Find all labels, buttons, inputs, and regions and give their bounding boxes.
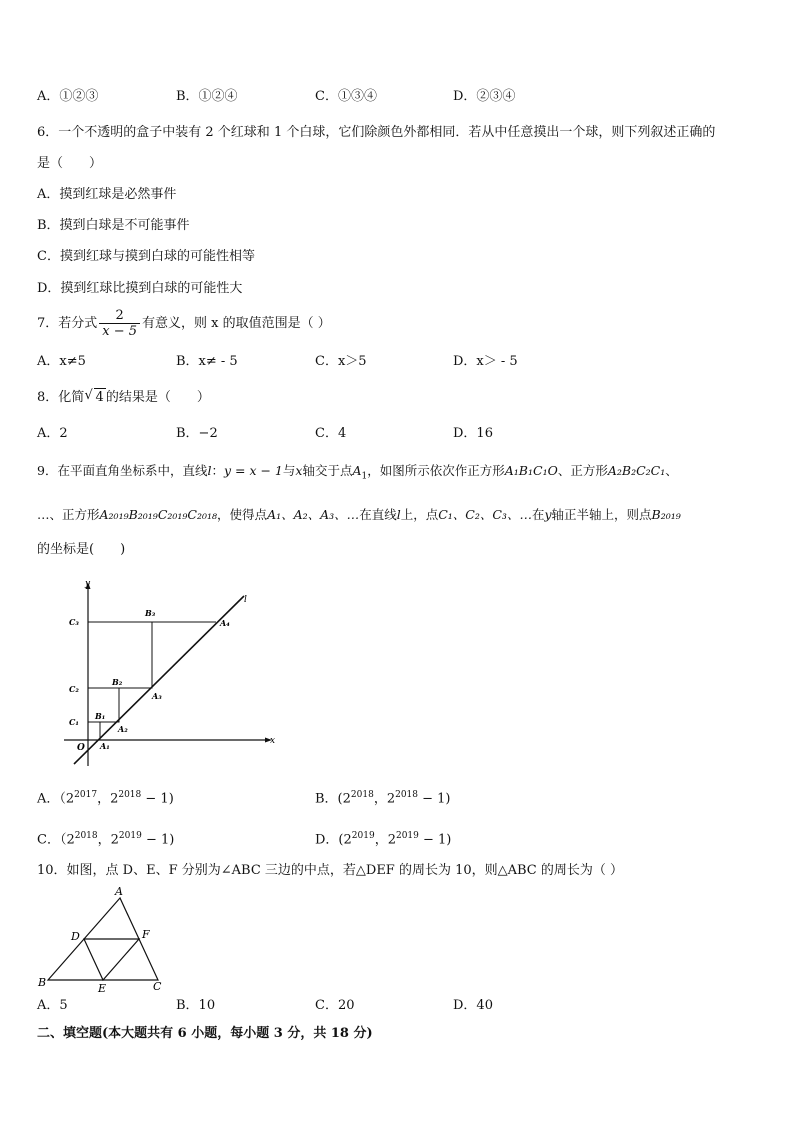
q9-option-a-text: A．（2 (37, 791, 75, 807)
label-a2: A₂ (118, 724, 128, 734)
q9-math-square1: A₁B₁C₁O (504, 463, 558, 478)
q9-math-x: x (295, 463, 303, 478)
q9-option-c-exp1: 2018 (74, 831, 98, 841)
q9-stem-line1: 9．在平面直角坐标系中，直线l：y = x − 1与x轴交于点$A_1$，如图所示依次作正方形A₁B₁C₁O、正方形A₂B₂C₂C₁、 (37, 463, 678, 482)
q9-option-b-text: − 1) (418, 791, 451, 807)
q9-text: 在 (531, 507, 545, 522)
label-f: F (142, 928, 150, 941)
label-d: D (71, 930, 80, 943)
q9-stem-line2 (37, 506, 681, 524)
section-2-heading: 二、填空题(本大题共有 6 小题，每小题 3 分，共 18 分) (37, 1026, 373, 1041)
q9-text: 上，点 (400, 507, 439, 522)
q6-option-d: D．摸到红球比摸到白球的可能性大 (37, 281, 243, 296)
q9-text: 与 (282, 463, 296, 478)
q9-math-l: l (207, 463, 212, 478)
q9-text: 轴正半轴上，则点 (551, 507, 652, 522)
label-a4: A₄ (220, 618, 230, 628)
q5-option-d: D．②③④ (453, 89, 516, 104)
q9-option-b-text: ，2 (373, 791, 396, 807)
q7-option-a: A．x≠5 (37, 354, 86, 369)
q9-option-c-text: ，2 (97, 832, 119, 848)
q9-option-c-exp2: 2019 (118, 831, 142, 841)
q9-text: 轴交于点 (302, 463, 353, 478)
q8-option-b: B．−2 (176, 426, 218, 441)
q9-math-l: l (396, 507, 401, 522)
q9-text: ，如图所示依次作正方形 (367, 463, 505, 478)
label-y: y (85, 579, 91, 589)
q7-option-c: C．x＞5 (315, 354, 367, 369)
q9-coordinate-figure (60, 574, 280, 770)
q9-option-a-text: ，2 (97, 791, 119, 807)
label-x: x (270, 736, 276, 746)
q8-stem-pre: 8．化简 (37, 390, 85, 405)
q9-text: …、正方形 (37, 507, 100, 522)
triangle-def (84, 939, 139, 980)
q9-option-b-exp1: 2018 (350, 790, 374, 800)
label-a3: A₃ (152, 691, 162, 701)
q8-option-a: A．2 (37, 426, 68, 441)
q9-option-d-text: − 1) (418, 832, 452, 848)
q9-option-b-exp2: 2018 (395, 790, 418, 800)
q9-math-line-eq: y = x − 1 (223, 463, 283, 478)
label-e: E (98, 982, 107, 994)
label-b: B (38, 976, 47, 989)
q10-option-a: A．5 (37, 998, 68, 1013)
q9-option-d-text: ，2 (374, 832, 396, 848)
q9-text: ： (211, 463, 224, 478)
label-b2: B₂ (112, 677, 123, 687)
q6-stem-line1: 6．一个不透明的盒子中装有 2 个红球和 1 个白球，它们除颜色外都相同．若从中任意摸出一个球，则下列叙述正确的 (37, 125, 716, 140)
q10-option-c: C．20 (315, 998, 355, 1013)
q10-option-d: D．40 (453, 998, 493, 1013)
q9-option-c-text: − 1) (141, 832, 175, 848)
q9-option-b-text: B．(2 (315, 791, 351, 807)
q5-option-a: A．①②③ (37, 89, 99, 104)
label-b1: B₁ (95, 711, 106, 721)
q9-option-d-exp2: 2019 (395, 831, 419, 841)
q10-triangle-figure (34, 884, 174, 994)
q9-math-y: y (544, 507, 552, 522)
q9-text: 、 (665, 463, 678, 478)
q10-stem: 10．如图，点 D、E、F 分别为∠ABC 三边的中点，若△DEF 的周长为 10，则△ABC 的周长为（ ） (37, 863, 624, 878)
q8-stem (37, 388, 210, 407)
q9-text: 9．在平面直角坐标系中，直线 (37, 463, 208, 478)
label-a1: A₁ (100, 741, 110, 751)
q7-fraction-numerator: 2 (99, 308, 140, 324)
q9-option-d-text: D．(2 (315, 832, 352, 848)
q6-option-a: A．摸到红球是必然事件 (37, 187, 177, 202)
q9-math-b2019: B₂₀₁₉ (651, 507, 681, 522)
q9-text: 在直线 (359, 507, 397, 522)
square-1 (88, 722, 100, 740)
q9-option-a-exp2: 2018 (118, 790, 142, 800)
label-c2: C₂ (69, 684, 79, 694)
q9-option-a-text: − 1) (141, 791, 174, 807)
q9-math-points-a: A₁、A₂、A₃、… (267, 507, 360, 522)
q7-stem-pre: 7．若分式 (37, 316, 98, 331)
q6-option-c: C．摸到红球与摸到白球的可能性相等 (37, 249, 255, 264)
q9-math-points-c: C₁、C₂、C₃、… (438, 507, 532, 522)
q5-option-c: C．①③④ (315, 89, 377, 104)
q5-option-b: B．①②④ (176, 89, 238, 104)
q9-option-b (315, 786, 451, 808)
q8-option-c: C．4 (315, 426, 347, 441)
q9-option-d-exp1: 2019 (351, 831, 375, 841)
label-a: A (115, 885, 123, 898)
label-c1: C₁ (69, 717, 79, 727)
q9-option-c (37, 827, 174, 849)
q7-fraction-denominator: x − 5 (102, 324, 138, 339)
label-c: C (153, 980, 162, 993)
q9-text: 、正方形 (557, 463, 608, 478)
q8-radical: √ 4 (94, 388, 106, 407)
q9-option-a (37, 786, 174, 808)
q8-stem-post: 的结果是（ ） (105, 390, 210, 405)
label-l: l (244, 595, 247, 605)
q9-option-d (315, 827, 451, 849)
q8-option-d: D．16 (453, 426, 493, 441)
q10-option-b: B．10 (176, 998, 216, 1013)
label-o: O (77, 743, 85, 753)
q7-stem (37, 308, 331, 340)
q9-option-c-text: C．（2 (37, 832, 75, 848)
q7-fraction (99, 308, 140, 339)
q9-stem-line3: 的坐标是( ) (37, 542, 126, 557)
q7-option-b: B．x≠ - 5 (176, 354, 238, 369)
q9-option-a-exp1: 2017 (74, 790, 98, 800)
label-b3: B₃ (145, 608, 156, 618)
q6-option-b: B．摸到白球是不可能事件 (37, 218, 190, 233)
q7-option-d: D．x＞ - 5 (453, 354, 518, 369)
q9-math-a1: A (352, 463, 362, 478)
q9-math-square2: A₂B₂C₂C₁ (607, 463, 666, 478)
q9-math-square2019: A₂₀₁₉B₂₀₁₉C₂₀₁₉C₂₀₁₈ (99, 507, 218, 522)
q6-stem-line2: 是（ ） (37, 156, 103, 171)
label-c3: C₃ (69, 617, 79, 627)
q7-stem-post: 有意义，则 x 的取值范围是（ ） (142, 316, 331, 331)
q9-text: ，使得点 (217, 507, 268, 522)
